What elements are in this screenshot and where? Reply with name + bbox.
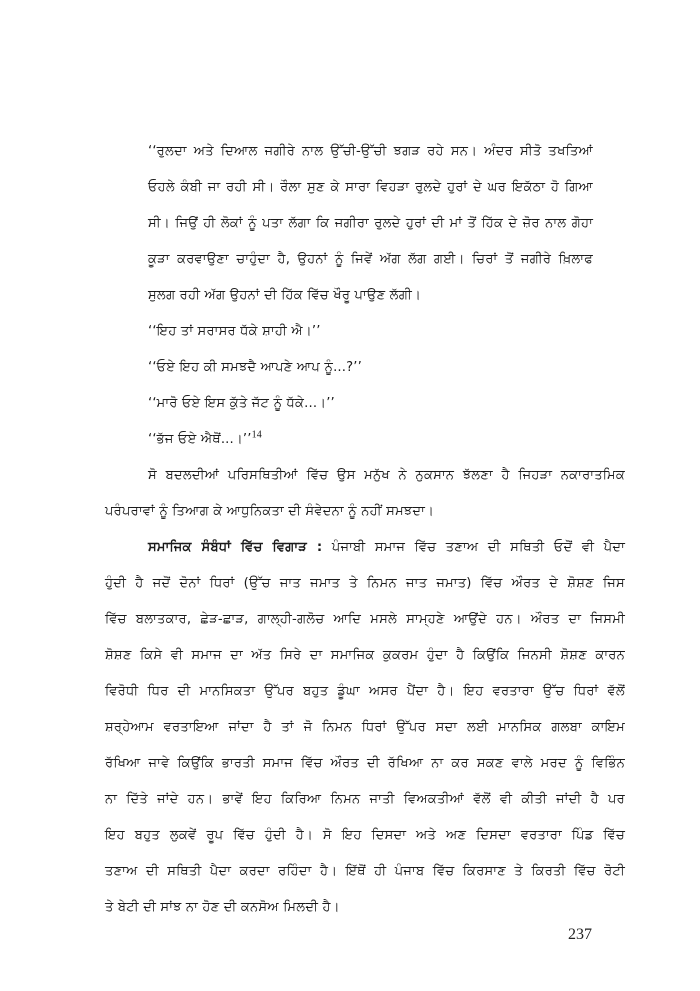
page-number: 237 — [568, 926, 592, 943]
quote-line-3: ਸੀ। ਜਿਉਂ ਹੀ ਲੋਕਾਂ ਨੂੰ ਪਤਾ ਲੱਗਾ ਕਿ ਜਗੀਰਾ ਰੁਲਦੇ ਹੁਰਾਂ ਦੀ ਮਾਂ ਤੋਂ ਹਿੱਕ ਦੇ ਜ਼ੋਰ ਨਾਲ ਗੋਹਾ — [148, 216, 593, 231]
paragraph-2-line-2: ਹੁੰਦੀ ਹੈ ਜਦੋਂ ਦੋਨਾਂ ਧਿਰਾਂ (ਉੱਚ ਜਾਤ ਜਮਾਤ ਤੇ ਨਿਮਨ ਜਾਤ ਜਮਾਤ) ਵਿੱਚ ਔਰਤ ਦੇ ਸ਼ੋਸ਼ਣ ਜਿਸ — [105, 576, 625, 591]
paragraph-2-line-8: ਨਾ ਦਿੱਤੇ ਜਾਂਦੇ ਹਨ। ਭਾਵੇਂ ਇਹ ਕਿਰਿਆ ਨਿਮਨ ਜਾਤੀ ਵਿਅਕਤੀਆਂ ਵੱਲੋਂ ਵੀ ਕੀਤੀ ਜਾਂਦੀ ਹੈ ਪਰ — [105, 792, 625, 807]
section-heading: ਸਮਾਜਿਕ ਸੰਬੰਧਾਂ ਵਿੱਚ ਵਿਗਾੜ : — [148, 540, 323, 555]
quote-line-5: ਸੁਲਗ ਰਹੀ ਅੱਗ ਉਹਨਾਂ ਦੀ ਹਿੱਕ ਵਿੱਚ ਖੌਰੂ ਪਾਉਣ ਲੱਗੀ। — [148, 288, 422, 303]
paragraph-2-line-11: ਤੇ ਬੇਟੀ ਦੀ ਸਾਂਝ ਨਾ ਹੋਣ ਦੀ ਕਨਸੋਅ ਮਿਲਦੀ ਹੈ। — [105, 900, 340, 915]
dialogue-line-1: ‘‘ਇਹ ਤਾਂ ਸਰਾਸਰ ਧੱਕੇ ਸ਼ਾਹੀ ਐ।’’ — [148, 324, 321, 339]
quote-line-2: ਓਹਲੇ ਕੰਬੀ ਜਾ ਰਹੀ ਸੀ। ਰੌਲਾ ਸੁਣ ਕੇ ਸਾਰਾ ਵਿਹੜਾ ਰੁਲਦੇ ਹੁਰਾਂ ਦੇ ਘਰ ਇਕੱਠਾ ਹੋ ਗਿਆ — [148, 180, 593, 195]
paragraph-1-line-2: ਪਰੰਪਰਾਵਾਂ ਨੂੰ ਤਿਆਗ ਕੇ ਆਧੁਨਿਕਤਾ ਦੀ ਸੰਵੇਦਨਾ ਨੂੰ ਨਹੀਂ ਸਮਝਦਾ। — [105, 504, 435, 519]
paragraph-2-line-1 — [148, 539, 625, 557]
paragraph-2-line-5: ਵਿਰੋਧੀ ਧਿਰ ਦੀ ਮਾਨਸਿਕਤਾ ਉੱਪਰ ਬਹੁਤ ਡੂੰਘਾ ਅਸਰ ਪੈਂਦਾ ਹੈ। ਇਹ ਵਰਤਾਰਾ ਉੱਚ ਧਿਰਾਂ ਵੱਲੋਂ — [105, 684, 625, 699]
footnote-reference: 14 — [251, 429, 262, 441]
paragraph-2-line-9: ਇਹ ਬਹੁਤ ਲੁਕਵੇਂ ਰੂਪ ਵਿੱਚ ਹੁੰਦੀ ਹੈ। ਸੋ ਇਹ ਦਿਸਦਾ ਅਤੇ ਅਣ ਦਿਸਦਾ ਵਰਤਾਰਾ ਪਿੰਡ ਵਿੱਚ — [105, 828, 625, 843]
quote-line-1: ‘‘ਰੁਲਦਾ ਅਤੇ ਦਿਆਲ ਜਗੀਰੇ ਨਾਲ ਉੱਚੀ-ਉੱਚੀ ਝਗੜ ਰਹੇ ਸਨ। ਅੰਦਰ ਸੀਤੋ ਤਖਤਿਆਂ — [148, 144, 593, 159]
heading-continuation: ਪੰਜਾਬੀ ਸਮਾਜ ਵਿੱਚ ਤਣਾਅ ਦੀ ਸਥਿਤੀ ਓਦੋਂ ਵੀ ਪੈਦਾ — [331, 540, 625, 555]
paragraph-2-line-7: ਰੱਖਿਆ ਜਾਵੇ ਕਿਉਂਕਿ ਭਾਰਤੀ ਸਮਾਜ ਵਿੱਚ ਔਰਤ ਦੀ ਰੱਖਿਆ ਨਾ ਕਰ ਸਕਣ ਵਾਲੇ ਮਰਦ ਨੂੰ ਵਿਭਿੰਨ — [105, 756, 625, 771]
paragraph-2-line-3: ਵਿੱਚ ਬਲਾਤਕਾਰ, ਛੇੜ-ਛਾੜ, ਗਾਲ੍ਹੀ-ਗਲੋਚ ਆਦਿ ਮਸਲੇ ਸਾਮ੍ਹਣੇ ਆਉਂਦੇ ਹਨ। ਔਰਤ ਦਾ ਜਿਸਮੀ — [105, 612, 625, 627]
paragraph-2-line-6: ਸ਼ਰ੍ਹੇਆਮ ਵਰਤਾਇਆ ਜਾਂਦਾ ਹੈ ਤਾਂ ਜੋ ਨਿਮਨ ਧਿਰਾਂ ਉੱਪਰ ਸਦਾ ਲਈ ਮਾਨਸਿਕ ਗਲਬਾ ਕਾਇਮ — [105, 720, 625, 735]
paragraph-2-line-10: ਤਣਾਅ ਦੀ ਸਥਿਤੀ ਪੈਦਾ ਕਰਦਾ ਰਹਿੰਦਾ ਹੈ। ਇੱਥੋਂ ਹੀ ਪੰਜਾਬ ਵਿੱਚ ਕਿਰਸਾਣ ਤੇ ਕਿਰਤੀ ਵਿੱਚ ਰੋਟੀ — [105, 864, 625, 879]
dialogue-line-3: ‘‘ਮਾਰੋ ਓਏ ਇਸ ਕੁੱਤੇ ਜੱਟ ਨੂੰ ਧੱਕੇ...।’’ — [148, 396, 335, 411]
paragraph-2-line-4: ਸ਼ੋਸ਼ਣ ਕਿਸੇ ਵੀ ਸਮਾਜ ਦਾ ਅੱਤ ਸਿਰੇ ਦਾ ਸਮਾਜਿਕ ਕੁਕਰਮ ਹੁੰਦਾ ਹੈ ਕਿਉਂਕਿ ਜਿਨਸੀ ਸ਼ੋਸ਼ਣ ਕਾਰਨ — [105, 648, 625, 663]
dialogue-line-2: ‘‘ਓਏ ਇਹ ਕੀ ਸਮਝਦੈ ਆਪਣੇ ਆਪ ਨੂੰ...?’’ — [148, 360, 362, 375]
dialogue-line-4 — [148, 431, 262, 449]
quote-line-4: ਕੂੜਾ ਕਰਵਾਉਣਾ ਚਾਹੁੰਦਾ ਹੈ, ਉਹਨਾਂ ਨੂੰ ਜਿਵੇਂ ਅੱਗ ਲੱਗ ਗਈ। ਚਿਰਾਂ ਤੋਂ ਜਗੀਰੇ ਖ਼ਿਲਾਫ — [148, 252, 593, 267]
dialogue-text: ‘‘ਭੱਜ ਓਏ ਐਥੋਂ...।’’ — [148, 432, 252, 447]
paragraph-1-line-1: ਸੋ ਬਦਲਦੀਆਂ ਪਰਿਸਥਿਤੀਆਂ ਵਿੱਚ ਉਸ ਮਨੁੱਖ ਨੇ ਨੁਕਸਾਨ ਝੱਲਣਾ ਹੈ ਜਿਹੜਾ ਨਕਾਰਾਤਮਿਕ — [148, 468, 625, 483]
